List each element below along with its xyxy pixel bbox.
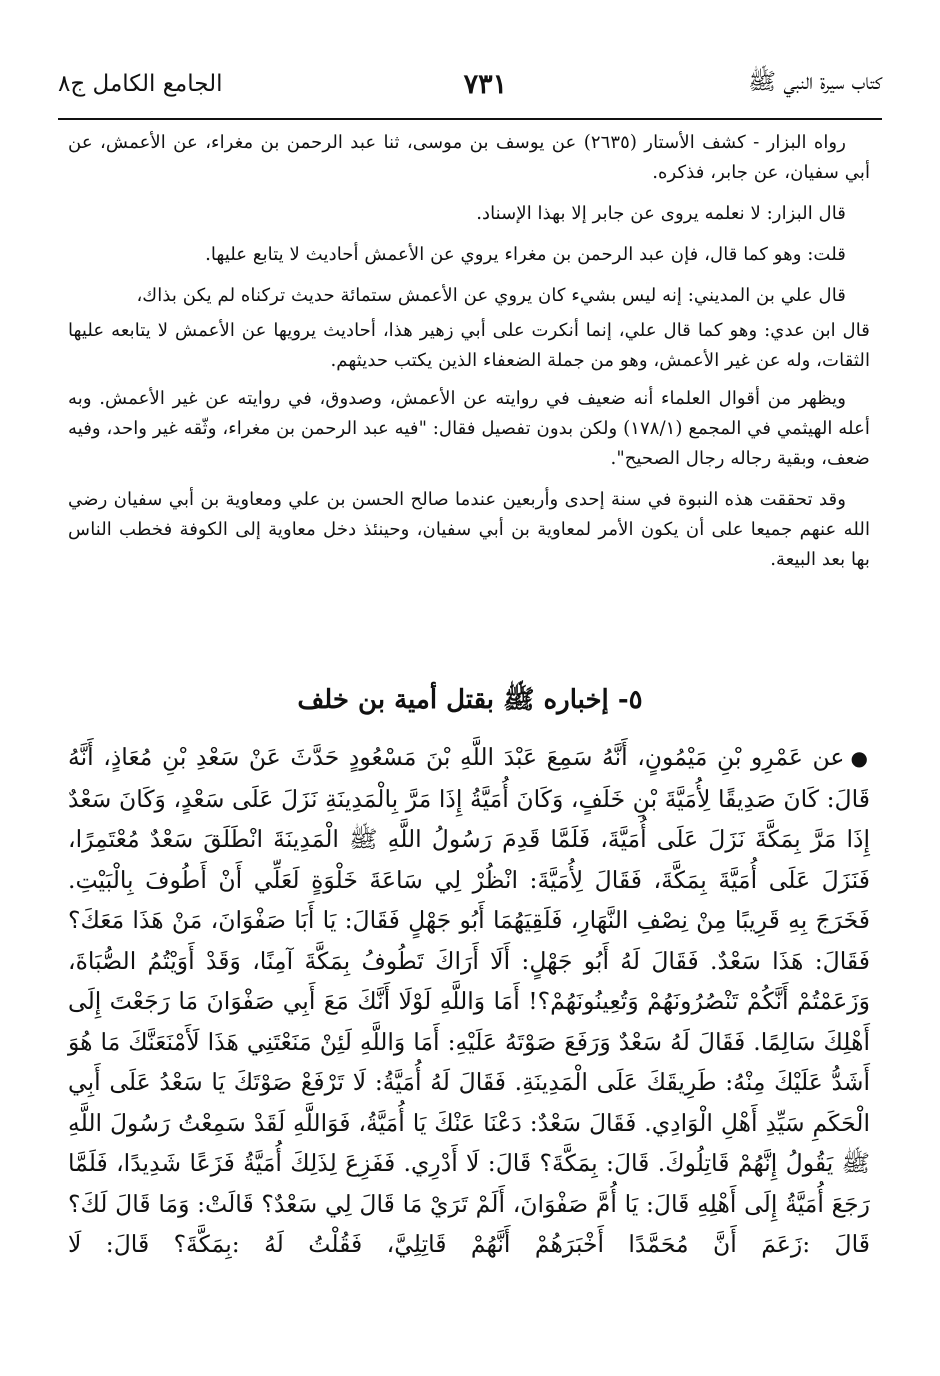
page-number: ٧٣١ — [463, 68, 508, 100]
page-header — [58, 58, 882, 110]
book-title: كتاب سيرة النبي ﷺ — [748, 69, 882, 95]
note-paragraph: وقد تحققت هذه النبوة في سنة إحدى وأربعين عندما صالح الحسن بن علي ومعاوية بن أبي سفيان رضي الله عنهم جميعا على أن يكون الأمر لمعاوية بن أبي سفيان، وحينئذ دخل معاوية إلى الكوفة فخطب الناس بها بعد البيعة. — [68, 489, 870, 570]
hadith-paragraph — [68, 737, 870, 1265]
hadith-text-block — [68, 737, 870, 1265]
hadith-body: عن عَمْرِو بْنِ مَيْمُونٍ، أَنَّهُ سَمِعَ عَبْدَ اللَّهِ بْنَ مَسْعُودٍ حَدَّثَ عَنْ سَعْدِ بْنِ مُعَاذٍ، أَنَّهُ قَالَ: كَانَ صَدِيقًا لِأُمَيَّةَ بْنِ خَلَفٍ، وَكَانَ أُمَيَّةُ إِذَا مَرَّ بِالْمَدِينَةِ نَزَلَ عَلَى سَعْدٍ، وَكَانَ سَعْدٌ إِذَا مَرَّ بِمَكَّةَ نَزَلَ عَلَى أُمَيَّةَ، فَلَمَّا قَدِمَ رَسُولُ اللَّهِ ﷺ الْمَدِينَةَ انْطَلَقَ سَعْدٌ مُعْتَمِرًا، فَنَزَلَ عَلَى أُمَيَّةَ بِمَكَّةَ، فَقَالَ لِأُمَيَّةَ: انْظُرْ لِي سَاعَةَ خَلْوَةٍ لَعَلِّي أَنْ أَطُوفَ بِالْبَيْتِ. فَخَرَجَ بِهِ قَرِيبًا مِنْ نِصْفِ النَّهَارِ، فَلَقِيَهُمَا أَبُو جَهْلٍ فَقَالَ: يَا أَبَا صَفْوَانَ، مَنْ هَذَا مَعَكَ؟ فَقَالَ: هَذَا سَعْدٌ. فَقَالَ لَهُ أَبُو جَهْلٍ: أَلَا أَرَاكَ تَطُوفُ بِمَكَّةَ آمِنًا، وَقَدْ أَوَيْتُمُ الصُّبَاةَ، وَزَعَمْتُمْ أَنَّكُمْ تَنْصُرُونَهُمْ وَتُعِينُونَهُمْ؟! أَمَا وَاللَّهِ لَوْلَا أَنَّكَ مَعَ أَبِي صَفْوَانَ مَا رَجَعْتَ إِلَى أَهْلِكَ سَالِمًا. فَقَالَ لَهُ سَعْدٌ وَرَفَعَ صَوْتَهُ عَلَيْهِ: أَمَا وَاللَّهِ لَئِنْ مَنَعْتَنِي هَذَا لَأَمْنَعَنَّكَ مَا هُوَ أَشَدُّ عَلَيْكَ مِنْهُ: طَرِيقَكَ عَلَى الْمَدِينَةِ. فَقَالَ لَهُ أُمَيَّةُ: لَا تَرْفَعْ صَوْتَكَ يَا سَعْدُ عَلَى أَبِي الْحَكَمِ سَيِّدِ أَهْلِ الْوَادِي. فَقَالَ سَعْدٌ: دَعْنَا عَنْكَ يَا أُمَيَّةُ، فَوَاللَّهِ لَقَدْ سَمِعْتُ رَسُولَ اللَّهِ ﷺ يَقُولُ إِنَّهُمْ قَاتِلُوكَ. قَالَ: بِمَكَّةَ؟ قَالَ: لَا أَدْرِي. فَفَزِعَ لِذَلِكَ أُمَيَّةُ فَزَعًا شَدِيدًا، فَلَمَّا رَجَعَ أُمَيَّةُ إِلَى أَهْلِهِ قَالَ: يَا أُمَّ صَفْوَانَ، أَلَمْ تَرَيْ مَا قَالَ لِي سَعْدٌ؟ قَالَتْ: وَمَا قَالَ لَكَ؟ قَالَ :زَعَمَ أَنَّ مُحَمَّدًا أَخْبَرَهُمْ أَنَّهُمْ قَاتِلِيَّ، فَقُلْتُ لَهُ :بِمَكَّةَ؟ قَالَ: لَا — [68, 743, 870, 1258]
section-heading: ٥- إخباره ﷺ بقتل أمية بن خلف — [297, 685, 643, 715]
commentary-notes — [68, 128, 870, 586]
note-paragraph: قال ابن عدي: وهو كما قال علي، إنما أنكرت على أبي زهير هذا، أحاديث يرويها عن الأعمش لا يتابعه عليها الثقات، وله عن غير الأعمش، وهو من جملة الضعفاء الذين يكتب حديثهم. — [68, 320, 870, 371]
note-paragraph: رواه البزار - كشف الأستار (٢٦٣٥) عن يوسف بن موسى، ثنا عبد الرحمن بن مغراء، عن الأعمش، عن أبي سفيان، عن جابر، فذكره. — [68, 132, 870, 183]
note-paragraph: قال البزار: لا نعلمه يروى عن جابر إلا بهذا الإسناد. — [476, 203, 846, 224]
note-paragraph: ويظهر من أقوال العلماء أنه ضعيف في روايته عن الأعمش، وصدوق، في روايته عن غير الأعمش. وبه أعله الهيثمي في المجمع (١٧٨/١) ولكن بدون تفصيل فقال: "فيه عبد الرحمن بن مغراء، وثّقه غير واحد، وفيه ضعف، وبقية رجاله رجال الصحيح". — [68, 388, 870, 469]
collection-title: الجامع الكامل ج٨ — [58, 71, 223, 97]
note-paragraph: قال علي بن المديني: إنه ليس بشيء كان يروي عن الأعمش ستمائة حديث تركناه لم يكن بذاك، — [136, 285, 846, 306]
header-rule — [58, 118, 882, 120]
note-paragraph: قلت: وهو كما قال، فإن عبد الرحمن بن مغراء يروي عن الأعمش أحاديث لا يتابع عليها. — [205, 244, 846, 265]
bullet-icon: ● — [850, 746, 870, 770]
